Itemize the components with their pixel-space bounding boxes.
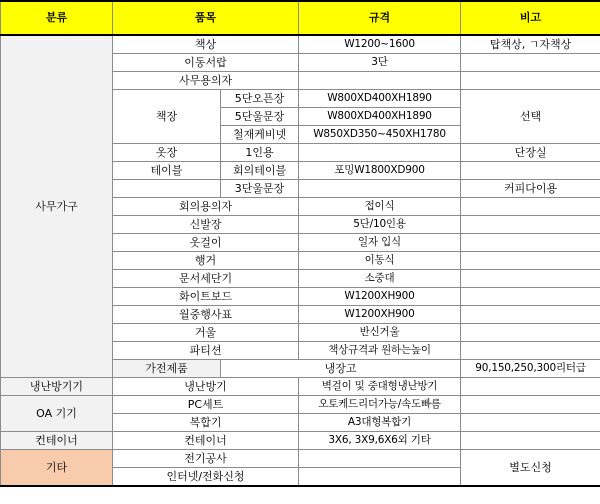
item-note: [461, 54, 600, 72]
item-spec: [299, 180, 461, 198]
item-name: 화이트보드: [113, 288, 299, 306]
item-name: 사무용의자: [113, 72, 299, 90]
item-name: 신발장: [113, 216, 299, 234]
item-name: 컨테이너: [113, 432, 299, 450]
item-note: 커피다이용: [461, 180, 600, 198]
category-etc: 기타: [1, 450, 113, 487]
item-spec: 책상규격과 원하는높이: [299, 342, 461, 360]
item-note: [461, 432, 600, 450]
item-spec: W850XD350~450XH1780: [299, 126, 461, 144]
table-row: [1, 378, 600, 396]
item-spec: 접이식: [299, 198, 461, 216]
category-office: 사무가구: [1, 35, 113, 378]
item-name: 책상: [113, 35, 299, 54]
item-spec: [299, 144, 461, 162]
item-note: 선택: [461, 90, 600, 144]
item-spec: W1200~1600: [299, 35, 461, 54]
header-item: 품목: [113, 1, 299, 35]
item-spec: 5단/10인용: [299, 216, 461, 234]
item-spec: [299, 72, 461, 90]
item-name: 거울: [113, 324, 299, 342]
item-subname: 5단울문장: [221, 108, 299, 126]
item-spec: 3단: [299, 54, 461, 72]
header-note: 비고: [461, 1, 600, 35]
item-spec: 3X6, 3X9,6X6외 기타: [299, 432, 461, 450]
item-note: [461, 234, 600, 252]
item-name: 옷장: [113, 144, 221, 162]
item-note: [461, 252, 600, 270]
item-subname: 3단울문장: [221, 180, 299, 198]
item-spec: [299, 468, 461, 487]
item-name: 복합기: [113, 414, 299, 432]
item-group-table: 테이블: [113, 162, 221, 180]
item-spec: [299, 450, 461, 468]
header-row: [1, 1, 600, 35]
table-row: [1, 432, 600, 450]
item-spec: 이동식: [299, 252, 461, 270]
item-name: PC세트: [113, 396, 299, 414]
item-name: 문서세단기: [113, 270, 299, 288]
item-spec: 벽걸이 및 중대형냉난방기: [299, 378, 461, 396]
item-note: [461, 198, 600, 216]
item-spec: W1200XH900: [299, 288, 461, 306]
item-name: 월중행사표: [113, 306, 299, 324]
item-group-bookcase: 책장: [113, 90, 221, 144]
item-subname: 1인용: [221, 144, 299, 162]
item-spec: W800XD400XH1890: [299, 108, 461, 126]
item-note: [461, 396, 600, 414]
table-row: [1, 35, 600, 54]
item-name: 전기공사: [113, 450, 299, 468]
item-spec: W1200XH900: [299, 306, 461, 324]
item-note: [461, 378, 600, 396]
item-subname: 5단오픈장: [221, 90, 299, 108]
category-oa: OA 기기: [1, 396, 113, 432]
header-category: 분류: [1, 1, 113, 35]
item-spec: 90,150,250,300리터급: [461, 360, 600, 378]
item-spec: 소중대: [299, 270, 461, 288]
item-spec: 오토케드리더가능/속도빠름: [299, 396, 461, 414]
item-name: 회의용의자: [113, 198, 299, 216]
item-spec: W800XD400XH1890: [299, 90, 461, 108]
item-note: [461, 270, 600, 288]
item-name: 인터넷/전화신청: [113, 468, 299, 487]
item-subname: 회의테이블: [221, 162, 299, 180]
item-subname: 철재케비넷: [221, 126, 299, 144]
item-note: [461, 72, 600, 90]
item-name: 냉장고: [221, 360, 461, 378]
table-row: [1, 450, 600, 468]
item-name: 파티션: [113, 342, 299, 360]
item-note: [461, 306, 600, 324]
header-spec: 규격: [299, 1, 461, 35]
item-note: [461, 324, 600, 342]
item-note: 별도신청: [461, 450, 600, 487]
item-name: 행거: [113, 252, 299, 270]
item-spec: A3대형복합기: [299, 414, 461, 432]
item-note: [461, 414, 600, 432]
category-hvac: 냉난방기기: [1, 378, 113, 396]
category-appliance: 가전제품: [113, 360, 221, 378]
item-note: [461, 342, 600, 360]
item-note: [461, 162, 600, 180]
item-note: 단장실: [461, 144, 600, 162]
item-spec: 일자 입식: [299, 234, 461, 252]
item-name: 이동서랍: [113, 54, 299, 72]
item-name: 냉난방기: [113, 378, 299, 396]
item-spec: 포밍W1800XD900: [299, 162, 461, 180]
category-container: 컨테이너: [1, 432, 113, 450]
item-note: [461, 288, 600, 306]
item-spec: 반신거울: [299, 324, 461, 342]
item-note: [461, 216, 600, 234]
table-row: [1, 396, 600, 414]
item-name: 옷걸이: [113, 234, 299, 252]
item-note: 탑책상, ㄱ자책상: [461, 35, 600, 54]
item-name: [113, 180, 221, 198]
